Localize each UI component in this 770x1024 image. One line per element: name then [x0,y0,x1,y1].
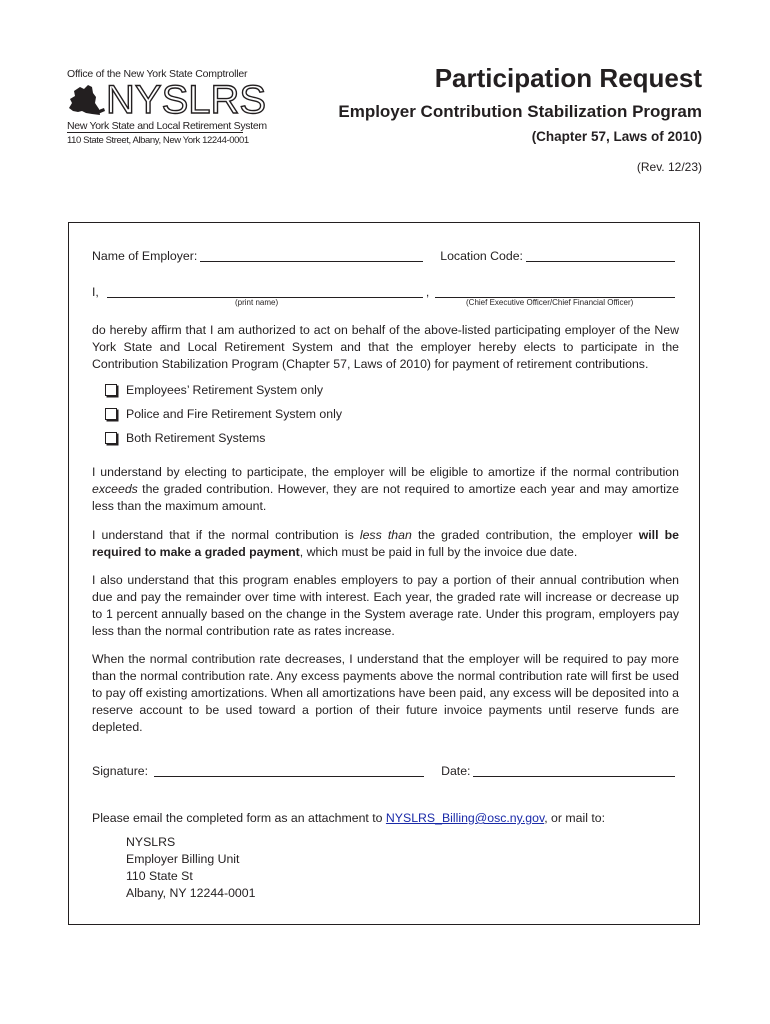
office-address: 110 State Street, Albany, New York 12244-0001 [67,135,249,146]
officer-title-caption: (Chief Executive Officer/Chief Financial Officer) [466,298,634,307]
date-label: Date: [441,764,471,778]
affirmation-text: do hereby affirm that I am authorized to act on behalf of the above-listed participating employer of the New York State and Local Retirement System and that the employer hereby elects to participate in the Contribution Stabilization Program (Chapter 57, Laws of 2010) for payment of retirement contributions. [92,323,679,371]
graded-payment-paragraph [92,527,679,561]
para4-text: When the normal contribution rate decreases, I understand that the employer will be required to pay more than the normal contribution rate. Any excess payments above the normal contribution rate will first be used to pay off existing amortizations. When all amortizations have been paid, any excess will be deposited into a reserve account to be used toward a portion of their future invoice payments until reserve funds are depleted. [92,652,679,734]
header-divider [67,132,243,133]
email-suffix: , or mail to: [544,811,606,825]
employer-name-field[interactable] [200,248,423,262]
employer-label: Name of Employer: [92,249,198,263]
para3-text: I also understand that this program enables employers to pay a portion of their annual contribution when due and pay the remainder over time with interest. Each year, the graded rate will increase or decrease up to 1 percent annually based on the change in the System average rate. Under this program, employers pay less than the normal contribution rate as rates increase. [92,573,679,638]
office-name: Office of the New York State Comptroller [67,68,248,80]
i-label: I, [92,285,99,299]
revision-date: (Rev. 12/23) [636,160,702,174]
signature-row [92,763,678,780]
nyslrs-logo [66,80,266,120]
program-subtitle: Employer Contribution Stabilization Program [338,102,702,121]
option-ers[interactable] [105,383,323,397]
officer-title-field[interactable] [435,284,675,298]
para2-text-a: I understand that if the normal contribution is [92,528,360,542]
print-name-caption: (print name) [235,298,279,307]
new-york-state-map-icon [66,81,106,119]
comma: , [425,285,430,299]
decrease-paragraph [92,651,679,736]
para1-emphasis: exceeds [92,482,138,496]
option-ers-label: Employees’ Retirement System only [126,383,324,397]
system-name: New York State and Local Retirement System [67,120,267,132]
checkbox-both[interactable] [105,432,117,444]
para2-strong: will be required to make a graded payment [92,528,680,559]
para2-text-b: the graded contribution, the employer [411,528,639,542]
date-field[interactable] [473,763,675,777]
mail-line: Employer Billing Unit [126,852,240,866]
signature-label: Signature: [92,764,149,778]
page-title: Participation Request [434,63,702,93]
mail-line: Albany, NY 12244-0001 [126,886,256,900]
affirmation-paragraph [92,322,679,373]
checkbox-ers[interactable] [105,384,117,396]
program-paragraph [92,572,679,640]
option-pfrs-label: Police and Fire Retirement System only [126,407,342,421]
chapter-reference: (Chapter 57, Laws of 2010) [531,129,702,144]
amortize-paragraph [92,464,679,515]
signature-field[interactable] [154,763,424,777]
para2-text-c: , which must be paid in full by the invoice due date. [299,545,578,559]
mail-line: 110 State St [126,869,193,883]
para2-emphasis: less than [359,528,412,542]
option-both[interactable] [105,431,265,445]
print-name-field[interactable] [107,284,423,298]
para1-text-b: the graded contribution. However, they are not required to amortize each year and may amortize less than the maximum amount. [92,482,679,513]
para1-text-a: I understand by electing to participate, the employer will be eligible to amortize if the normal contribution [92,465,679,479]
email-link[interactable]: NYSLRS_Billing@osc.ny.gov [385,811,545,825]
location-code-label: Location Code: [440,249,523,263]
mailing-address [126,834,255,902]
mail-line: NYSLRS [126,835,176,849]
checkbox-pfrs[interactable] [105,408,117,420]
employer-row [92,248,678,265]
email-prefix: Please email the completed form as an attachment to [92,811,386,825]
option-both-label: Both Retirement Systems [126,431,266,445]
logo-text: NYSLRS [106,78,267,122]
email-instructions [92,810,605,827]
location-code-field[interactable] [526,248,675,262]
option-pfrs[interactable] [105,407,342,421]
